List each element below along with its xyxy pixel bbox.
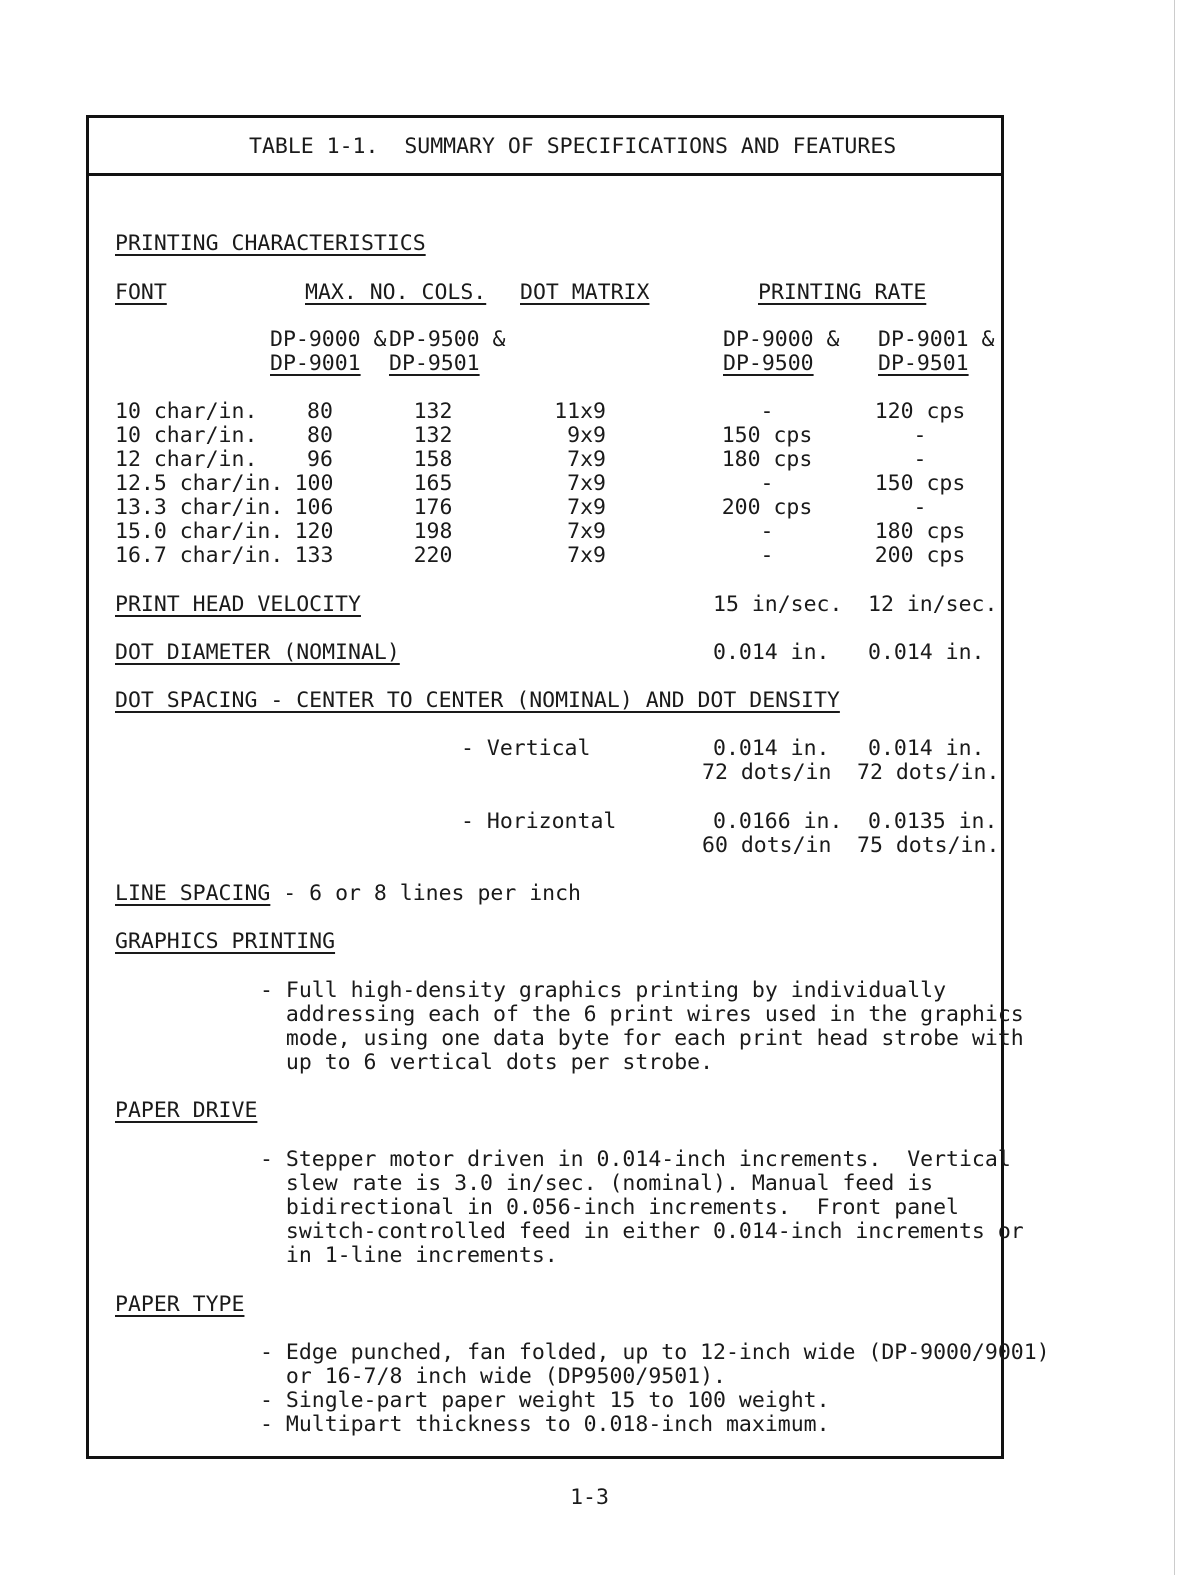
dot-spacing-horizontal-a2: 60 dots/in bbox=[702, 833, 832, 858]
subheader-rate-b-line1: DP-9001 & bbox=[878, 327, 995, 352]
printing-characteristics-heading: PRINTING CHARACTERISTICS bbox=[115, 231, 426, 256]
graphics-printing-label: GRAPHICS PRINTING bbox=[115, 929, 336, 954]
row-rate-a: - bbox=[760, 543, 774, 568]
description-line: - Stepper motor driven in 0.014-inch increments. Vertical bbox=[260, 1147, 1011, 1172]
description-line: in 1-line increments. bbox=[260, 1243, 558, 1268]
print-head-velocity-a: 15 in/sec. bbox=[713, 592, 843, 617]
row-font: 16.7 char/in. bbox=[115, 543, 284, 568]
description-line: addressing each of the 6 print wires used in the graphics bbox=[260, 1002, 1024, 1027]
column-header-font: FONT bbox=[115, 280, 167, 305]
dot-spacing-horizontal-b2: 75 dots/in. bbox=[857, 833, 1000, 858]
subheader-rate-b-line2: DP-9501 bbox=[878, 351, 969, 376]
row-font: 10 char/in. bbox=[115, 423, 258, 448]
line-spacing-text: - 6 or 8 lines per inch bbox=[270, 881, 582, 906]
dot-diameter-label: DOT DIAMETER (NOMINAL) bbox=[115, 640, 400, 665]
description-line: - Full high-density graphics printing by individually bbox=[260, 978, 947, 1003]
dot-spacing-vertical-b1: 0.014 in. bbox=[868, 736, 985, 761]
line-spacing-label: LINE SPACING bbox=[115, 881, 271, 906]
description-line: mode, using one data byte for each print head strobe with bbox=[260, 1026, 1024, 1051]
table-title-bar bbox=[89, 118, 1001, 176]
row-rate-a: - bbox=[760, 519, 774, 544]
row-cols-a: 133 bbox=[294, 543, 334, 568]
description-line: up to 6 vertical dots per strobe. bbox=[260, 1050, 714, 1075]
line-spacing-row bbox=[115, 882, 581, 906]
row-rate-b: - bbox=[913, 423, 927, 448]
column-header-max-cols: MAX. NO. COLS. bbox=[305, 280, 487, 305]
row-dot-matrix: 7x9 bbox=[567, 447, 606, 472]
description-line: - Single-part paper weight 15 to 100 weight. bbox=[260, 1388, 830, 1413]
dot-diameter-a: 0.014 in. bbox=[713, 640, 830, 665]
row-rate-b: - bbox=[913, 495, 927, 520]
description-line: or 16-7/8 inch wide (DP9500/9501). bbox=[260, 1364, 726, 1389]
row-font: 12.5 char/in. bbox=[115, 471, 284, 496]
row-font: 13.3 char/in. bbox=[115, 495, 284, 520]
dot-spacing-vertical-a1: 0.014 in. bbox=[713, 736, 830, 761]
paper-drive-label: PAPER DRIVE bbox=[115, 1098, 258, 1123]
row-rate-a: 200 cps bbox=[721, 495, 813, 520]
subheader-cols-a-line2: DP-9001 bbox=[270, 351, 361, 376]
row-dot-matrix: 7x9 bbox=[567, 519, 606, 544]
row-rate-b: - bbox=[913, 447, 927, 472]
row-cols-a: 80 bbox=[307, 399, 333, 424]
row-cols-a: 96 bbox=[307, 447, 333, 472]
table-title: TABLE 1-1. SUMMARY OF SPECIFICATIONS AND FEATURES bbox=[249, 134, 897, 159]
row-cols-a: 120 bbox=[294, 519, 334, 544]
row-cols-b: 220 bbox=[413, 543, 453, 568]
row-cols-b: 165 bbox=[413, 471, 453, 496]
row-rate-b: 120 cps bbox=[874, 399, 966, 424]
row-cols-a: 100 bbox=[294, 471, 334, 496]
column-header-dot-matrix: DOT MATRIX bbox=[520, 280, 650, 305]
row-dot-matrix: 7x9 bbox=[567, 543, 606, 568]
description-line: slew rate is 3.0 in/sec. (nominal). Manual feed is bbox=[260, 1171, 934, 1196]
dot-spacing-horizontal-b1: 0.0135 in. bbox=[868, 809, 998, 834]
row-rate-b: 150 cps bbox=[874, 471, 966, 496]
row-rate-a: - bbox=[760, 471, 774, 496]
row-cols-b: 158 bbox=[413, 447, 453, 472]
row-cols-b: 132 bbox=[413, 399, 453, 424]
subheader-cols-b-line2: DP-9501 bbox=[389, 351, 480, 376]
description-line: bidirectional in 0.056-inch increments. Front panel bbox=[260, 1195, 959, 1220]
row-font: 15.0 char/in. bbox=[115, 519, 284, 544]
print-head-velocity-b: 12 in/sec. bbox=[868, 592, 998, 617]
row-rate-a: 180 cps bbox=[721, 447, 813, 472]
subheader-cols-a-line1: DP-9000 & bbox=[270, 327, 387, 352]
description-line: - Multipart thickness to 0.018-inch maximum. bbox=[260, 1412, 830, 1437]
row-cols-b: 132 bbox=[413, 423, 453, 448]
row-dot-matrix: 11x9 bbox=[554, 399, 606, 424]
row-rate-a: - bbox=[760, 399, 774, 424]
subheader-rate-a-line2: DP-9500 bbox=[723, 351, 814, 376]
page-number: 1-3 bbox=[570, 1485, 609, 1510]
dot-spacing-vertical-a2: 72 dots/in bbox=[702, 760, 832, 785]
row-cols-b: 198 bbox=[413, 519, 453, 544]
paper-type-label: PAPER TYPE bbox=[115, 1292, 245, 1317]
subheader-rate-a-line1: DP-9000 & bbox=[723, 327, 840, 352]
dot-spacing-vertical-label: - Vertical bbox=[461, 736, 591, 761]
row-dot-matrix: 7x9 bbox=[567, 495, 606, 520]
row-rate-a: 150 cps bbox=[721, 423, 813, 448]
dot-spacing-horizontal-label: - Horizontal bbox=[461, 809, 617, 834]
dot-spacing-label: DOT SPACING - CENTER TO CENTER (NOMINAL) AND DOT DENSITY bbox=[115, 688, 840, 713]
row-cols-b: 176 bbox=[413, 495, 453, 520]
dot-spacing-horizontal-a1: 0.0166 in. bbox=[713, 809, 843, 834]
subheader-cols-b-line1: DP-9500 & bbox=[389, 327, 506, 352]
row-dot-matrix: 7x9 bbox=[567, 471, 606, 496]
print-head-velocity-label: PRINT HEAD VELOCITY bbox=[115, 592, 361, 617]
row-dot-matrix: 9x9 bbox=[567, 423, 606, 448]
column-header-printing-rate: PRINTING RATE bbox=[758, 280, 927, 305]
row-font: 10 char/in. bbox=[115, 399, 258, 424]
description-line: - Edge punched, fan folded, up to 12-inch wide (DP-9000/9001) bbox=[260, 1340, 1050, 1365]
row-cols-a: 106 bbox=[294, 495, 334, 520]
page-edge-shadow bbox=[1174, 0, 1175, 1575]
row-rate-b: 200 cps bbox=[874, 543, 966, 568]
description-line: switch-controlled feed in either 0.014-inch increments or bbox=[260, 1219, 1024, 1244]
dot-spacing-vertical-b2: 72 dots/in. bbox=[857, 760, 1000, 785]
row-cols-a: 80 bbox=[307, 423, 333, 448]
dot-diameter-b: 0.014 in. bbox=[868, 640, 985, 665]
row-font: 12 char/in. bbox=[115, 447, 258, 472]
row-rate-b: 180 cps bbox=[874, 519, 966, 544]
